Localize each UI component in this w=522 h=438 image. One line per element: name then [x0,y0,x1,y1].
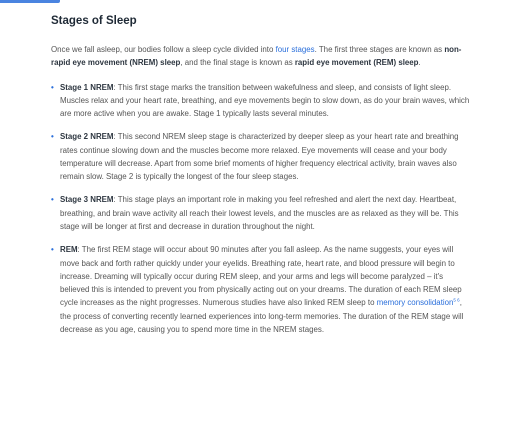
top-accent-bar [0,0,60,3]
stage-description: : This first stage marks the transition between wakefulness and sleep, and consists of light sleep. Muscles relax and your heart rate, breathing, and eye movements begin to slow down, as do your brain waves, which are more active when you are awake. Stage 1 typically lasts several minutes. [60,82,470,119]
stage-term: Stage 2 NREM [60,132,114,142]
stage-description: : The first REM stage will occur about 90 minutes after you fall asleep. As the name suggests, your eyes will move back and forth rather quickly under your eyelids. Breathing rate, heart rate, and blood pressure will begin to increase. Dreaming will typically occur during REM sleep, and your arms and legs will become paralyzed – it's believed this is intended to prevent you from physically acting out on your dreams. The duration of each REM sleep cycle increases as the night progresses. Numerous studies have also linked REM sleep to [60,245,462,308]
section-title: Stages of Sleep [51,15,137,27]
stage-description: , the process of converting recently learned experiences into long-term memories. The duration of the REM stage will decrease as you age, causing you to spend more time in the NREM stages. [60,298,464,334]
intro-text: . [418,58,421,68]
stage-term: REM [60,245,78,255]
four-stages-link[interactable]: four stages [275,44,315,54]
stage-item-2 [51,130,471,183]
memory-consolidation-link[interactable]: memory consolidation [376,298,454,308]
reference-markers[interactable]: 5 6 [453,297,460,303]
bullet-icon: • [51,245,54,255]
stage-term: Stage 3 NREM [60,195,114,205]
rem-term: rapid eye movement (REM) sleep [294,58,419,68]
nrem-term: non-rapid eye movement (NREM) sleep [51,44,462,68]
stage-item-1 [51,81,471,121]
intro-text: . The first three stages are known as [314,44,445,54]
bullet-icon: • [51,82,54,92]
stages-list [51,81,471,337]
stage-item-3 [51,193,471,233]
stage-item-rem [51,243,471,336]
bullet-icon: • [51,195,54,205]
stage-term: Stage 1 NREM [60,82,114,92]
intro-text: , and the final stage is known as [180,58,295,68]
bullet-icon: • [51,132,54,142]
intro-paragraph [51,43,471,70]
stage-description: : This stage plays an important role in making you feel refreshed and alert the next day. Heartbeat, breathing, and brain wave activity all reach their lowest levels, and the muscles are as relaxed as they will be. This stage will be longer at first and decrease in duration throughout the night. [60,195,459,232]
stage-description: : This second NREM sleep stage is characterized by deeper sleep as your heart rate and breathing rates continue slowing down and the muscles become more relaxed. Eye movements will cease and your body temperature will decrease. Apart from some brief moments of higher frequency electrical activity, brain waves also remain slow. Stage 2 is typically the longest of the four sleep stages. [60,132,459,182]
intro-text: Once we fall asleep, our bodies follow a sleep cycle divided into [51,44,276,54]
article-content [51,14,471,346]
